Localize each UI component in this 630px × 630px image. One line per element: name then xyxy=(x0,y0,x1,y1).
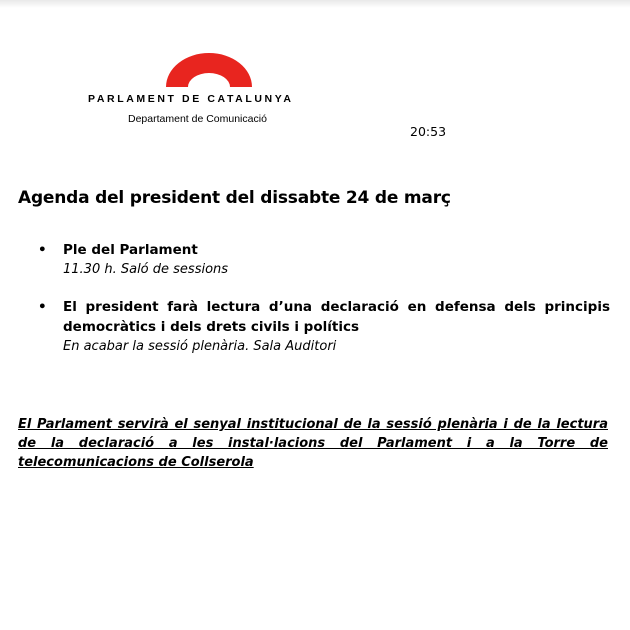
organization-name: PARLAMENT DE CATALUNYA xyxy=(88,93,294,105)
agenda-item-detail: En acabar la sessió plenària. Sala Auditori xyxy=(63,339,337,354)
department-name: Departament de Comunicació xyxy=(128,113,267,125)
bullet-icon: • xyxy=(38,299,47,315)
bullet-icon: • xyxy=(38,242,47,258)
parliament-arc-icon xyxy=(166,53,252,87)
agenda-item-detail: 11.30 h. Saló de sessions xyxy=(63,262,229,277)
broadcast-note: El Parlament servirà el senyal institucional de la sessió plenària i de la lectura de la declaració a les instal·lacions del Parlament i a la Torre de telecomunicacions de Collserola xyxy=(18,417,608,470)
agenda-item xyxy=(38,240,610,279)
agenda-item-title: El president farà lectura d’una declaració en defensa dels principis democràtics i dels drets civils i polítics xyxy=(63,299,610,335)
document-title: Agenda del president del dissabte 24 de març xyxy=(18,188,451,208)
release-time: 20:53 xyxy=(410,124,447,139)
agenda-item xyxy=(38,297,610,356)
agenda-item-title: Ple del Parlament xyxy=(63,242,198,258)
page-top-shadow xyxy=(0,0,630,8)
agenda-list xyxy=(38,240,610,374)
